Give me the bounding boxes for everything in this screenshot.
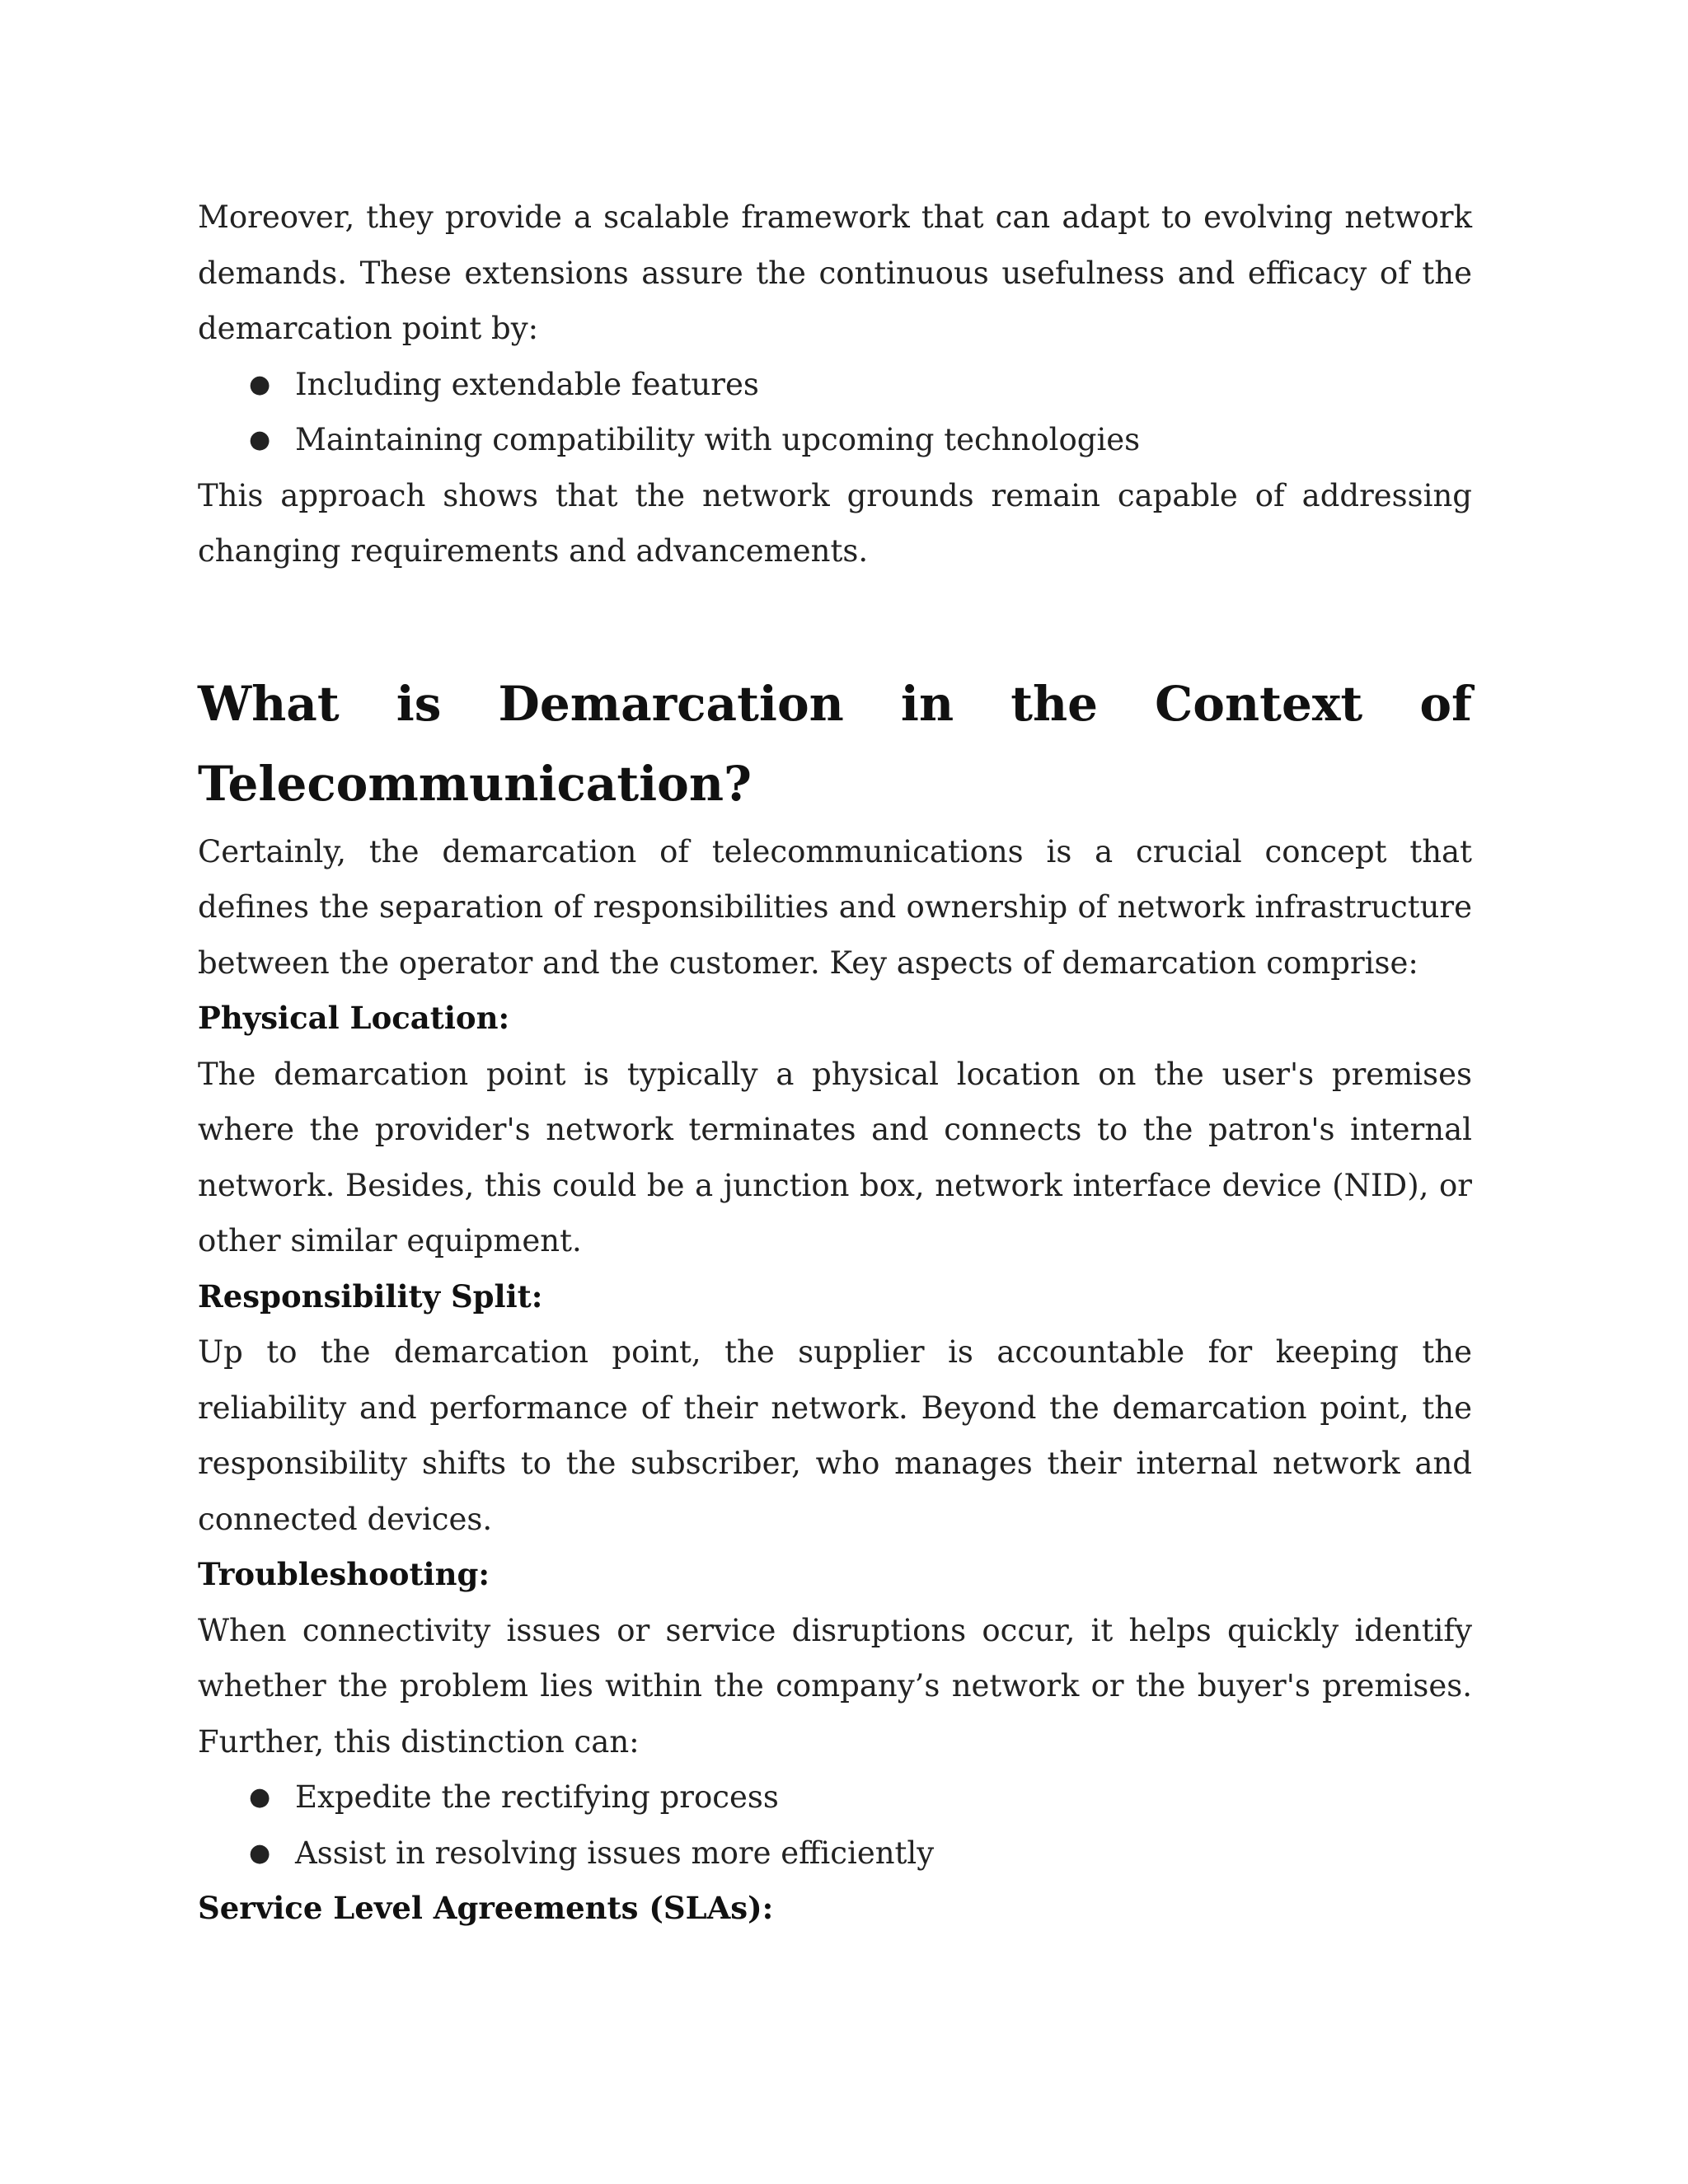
troubleshooting-bullet-list: [198, 1769, 1472, 1881]
section-intro-paragraph: Certainly, the demarcation of telecommunications is a crucial concept that defines the separation of responsibilities and ownership of network infrastructure between the operator and the customer. Key aspects of demarcation comprise:: [198, 833, 1472, 981]
responsibility-split-paragraph: Up to the demarcation point, the supplier is accountable for keeping the reliability and performance of their network. Beyond the demarcation point, the responsibility shifts to the subscriber, who manages their internal network and connected devices.: [198, 1334, 1472, 1537]
heading-word: Demarcation: [498, 675, 844, 732]
document-page: [198, 190, 1472, 1937]
list-item: [198, 1825, 1472, 1882]
troubleshooting-paragraph: When connectivity issues or service disruptions occur, it helps quickly identify whether the problem lies within the company’s network or the buyer's premises. Further, this distinction can:: [198, 1612, 1472, 1760]
physical-location-subheading: Physical Location:: [198, 1000, 510, 1036]
section-heading: [198, 664, 1472, 824]
bullet-icon: ●: [249, 369, 271, 399]
list-item-text: Expedite the rectifying process: [295, 1779, 779, 1815]
heading-word: of: [1419, 675, 1472, 732]
heading-word: in: [900, 675, 954, 732]
section-heading-line2: Telecommunication?: [198, 755, 753, 812]
heading-word: Context: [1155, 675, 1363, 732]
troubleshooting-subheading: Troubleshooting:: [198, 1556, 490, 1592]
sla-subheading: Service Level Agreements (SLAs):: [198, 1890, 774, 1926]
heading-word: is: [396, 675, 442, 732]
bullet-icon: ●: [249, 425, 271, 454]
intro-closing-paragraph: This approach shows that the network grounds remain capable of addressing changing requirements and advancements.: [198, 477, 1472, 569]
heading-word: What: [198, 675, 340, 732]
list-item: [198, 357, 1472, 413]
section-heading-line1: [198, 664, 1472, 744]
intro-paragraph: Moreover, they provide a scalable framework that can adapt to evolving network demands. These extensions assure the continuous usefulness and efficacy of the demarcation point by:: [198, 199, 1472, 346]
bullet-icon: ●: [249, 1783, 271, 1811]
list-item: [198, 412, 1472, 468]
list-item: [198, 1769, 1472, 1825]
physical-location-paragraph: The demarcation point is typically a physical location on the user's premises where the provider's network terminates and connects to the patron's internal network. Besides, this could be a junction box, network interface device (NID), or other similar equipment.: [198, 1056, 1472, 1258]
list-item-text: Assist in resolving issues more efficiently: [295, 1835, 935, 1871]
bullet-icon: ●: [249, 1838, 271, 1868]
responsibility-split-subheading: Responsibility Split:: [198, 1277, 543, 1315]
heading-word: the: [1010, 675, 1099, 732]
list-item-text: Maintaining compatibility with upcoming technologies: [295, 422, 1141, 457]
intro-bullet-list: [198, 357, 1472, 468]
list-item-text: Including extendable features: [295, 366, 759, 402]
